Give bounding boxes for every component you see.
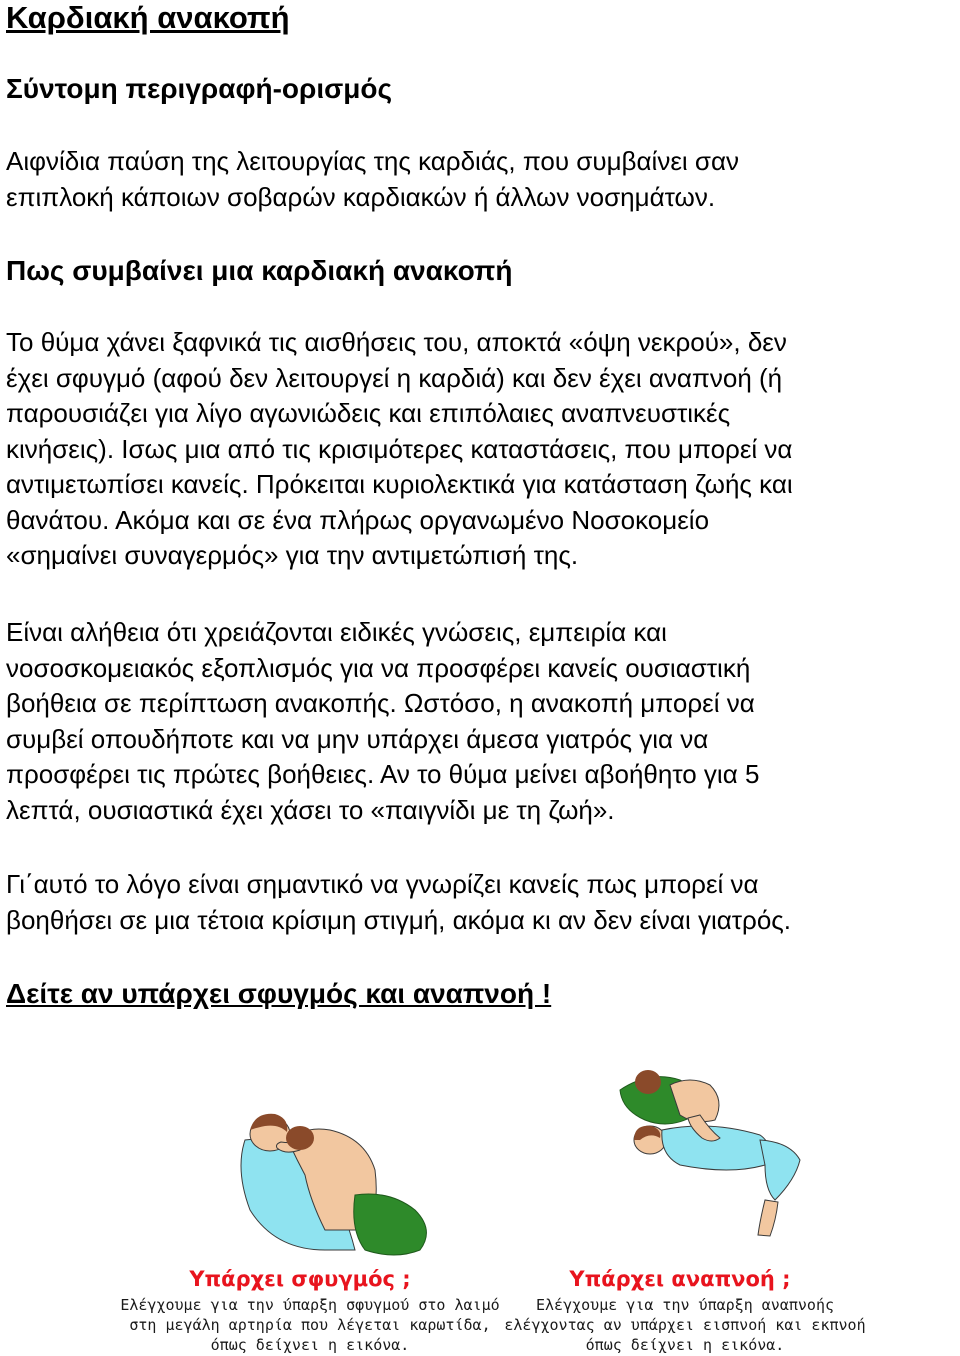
paragraph-line: βοήθεια σε περίπτωση ανακοπής. Ωστόσο, η ανακοπή μπορεί να — [6, 688, 755, 718]
definition-heading: Σύντομη περιγραφή-ορισμός — [6, 73, 393, 104]
breath-caption-title: Υπάρχει αναπνοή ; — [569, 1267, 791, 1291]
pulse-caption-line: Ελέγχουμε για την ύπαρξη σφυγμού στο λαιμό — [120, 1296, 500, 1314]
paragraph-line: Είναι αλήθεια ότι χρειάζονται ειδικές γνώσεις, εμπειρία και — [6, 617, 667, 647]
paragraph-line: συμβεί οπουδήποτε και να μην υπάρχει άμεσα γιατρός για να — [6, 723, 709, 754]
paragraph-line: αντιμετωπίσει κανείς. Πρόκειται κυριολεκτικά για κατάσταση ζωής και — [6, 469, 793, 499]
paragraph-line: κινήσεις). Ισως μια από τις κρισιμότερες καταστάσεις, που μπορεί να — [6, 433, 793, 464]
paragraph-line: Αιφνίδια παύση της λειτουργίας της καρδιάς, που συμβαίνει σαν — [6, 146, 739, 176]
pulse-caption-title: Υπάρχει σφυγμός ; — [189, 1267, 411, 1291]
truth-paragraph — [6, 615, 958, 828]
breath-caption-line: Ελέγχουμε για την ύπαρξη αναπνοής — [535, 1296, 834, 1314]
paragraph-line: έχει σφυγμό (αφού δεν λειτουργεί η καρδιά) και δεν έχει αναπνοή (ή — [6, 362, 783, 393]
pulse-caption-line: όπως δείχνει η εικόνα. — [210, 1336, 410, 1354]
definition-paragraph — [6, 144, 958, 215]
paragraph-line: νοσοσκομειακός εξοπλισμός για να προσφέρει κανείς ουσιαστική — [6, 652, 751, 683]
how-heading: Πως συμβαίνει μια καρδιακή ανακοπή — [6, 255, 513, 286]
paragraph-line: Το θύμα χάνει ξαφνικά τις αισθήσεις του, αποκτά «όψη νεκρού», δεν — [6, 327, 787, 357]
pulse-caption-line: στη μεγάλη αρτηρία που λέγεται καρωτίδα, — [129, 1316, 491, 1334]
breath-caption-line: όπως δείχνει η εικόνα. — [585, 1336, 785, 1354]
paragraph-line: «σημαίνει συναγερμός» για την αντιμετώπισή της. — [6, 540, 579, 570]
why-paragraph — [6, 867, 958, 938]
page-title: Καρδιακή ανακοπή — [6, 0, 290, 35]
paragraph-line: θανάτου. Ακόμα και σε ένα πλήρως οργανωμένο Νοσοκομείο — [6, 504, 710, 535]
paragraph-line: επιπλοκή κάποιων σοβαρών καρδιακών ή άλλων νοσημάτων. — [6, 181, 716, 212]
paragraph-line: προσφέρει τις πρώτες βοήθειες. Αν το θύμα μείνει αβοήθητο για 5 — [6, 759, 760, 789]
paragraph-line: βοηθήσει σε μια τέτοια κρίσιμη στιγμή, ακόμα κι αν δεν είναι γιατρός. — [6, 904, 792, 935]
how-paragraph — [6, 325, 958, 574]
breath-caption-line: ελέγχοντας αν υπάρχει εισπνοή και εκπνοή — [504, 1316, 866, 1334]
check-heading: Δείτε αν υπάρχει σφυγμός και αναπνοή ! — [6, 978, 552, 1009]
paragraph-line: λεπτά, ουσιαστικά έχει χάσει το «παιγνίδι με τη ζωή». — [6, 794, 615, 825]
paragraph-line: Γι΄αυτό το λόγο είναι σημαντικό να γνωρίζει κανείς πως μπορεί να — [6, 869, 759, 899]
paragraph-line: παρουσιάζει για λίγο αγωνιώδεις και επιπόλαιες αναπνευστικές — [6, 398, 731, 428]
pulse-check-illustration — [205, 1100, 475, 1260]
breath-check-illustration — [590, 1060, 850, 1260]
